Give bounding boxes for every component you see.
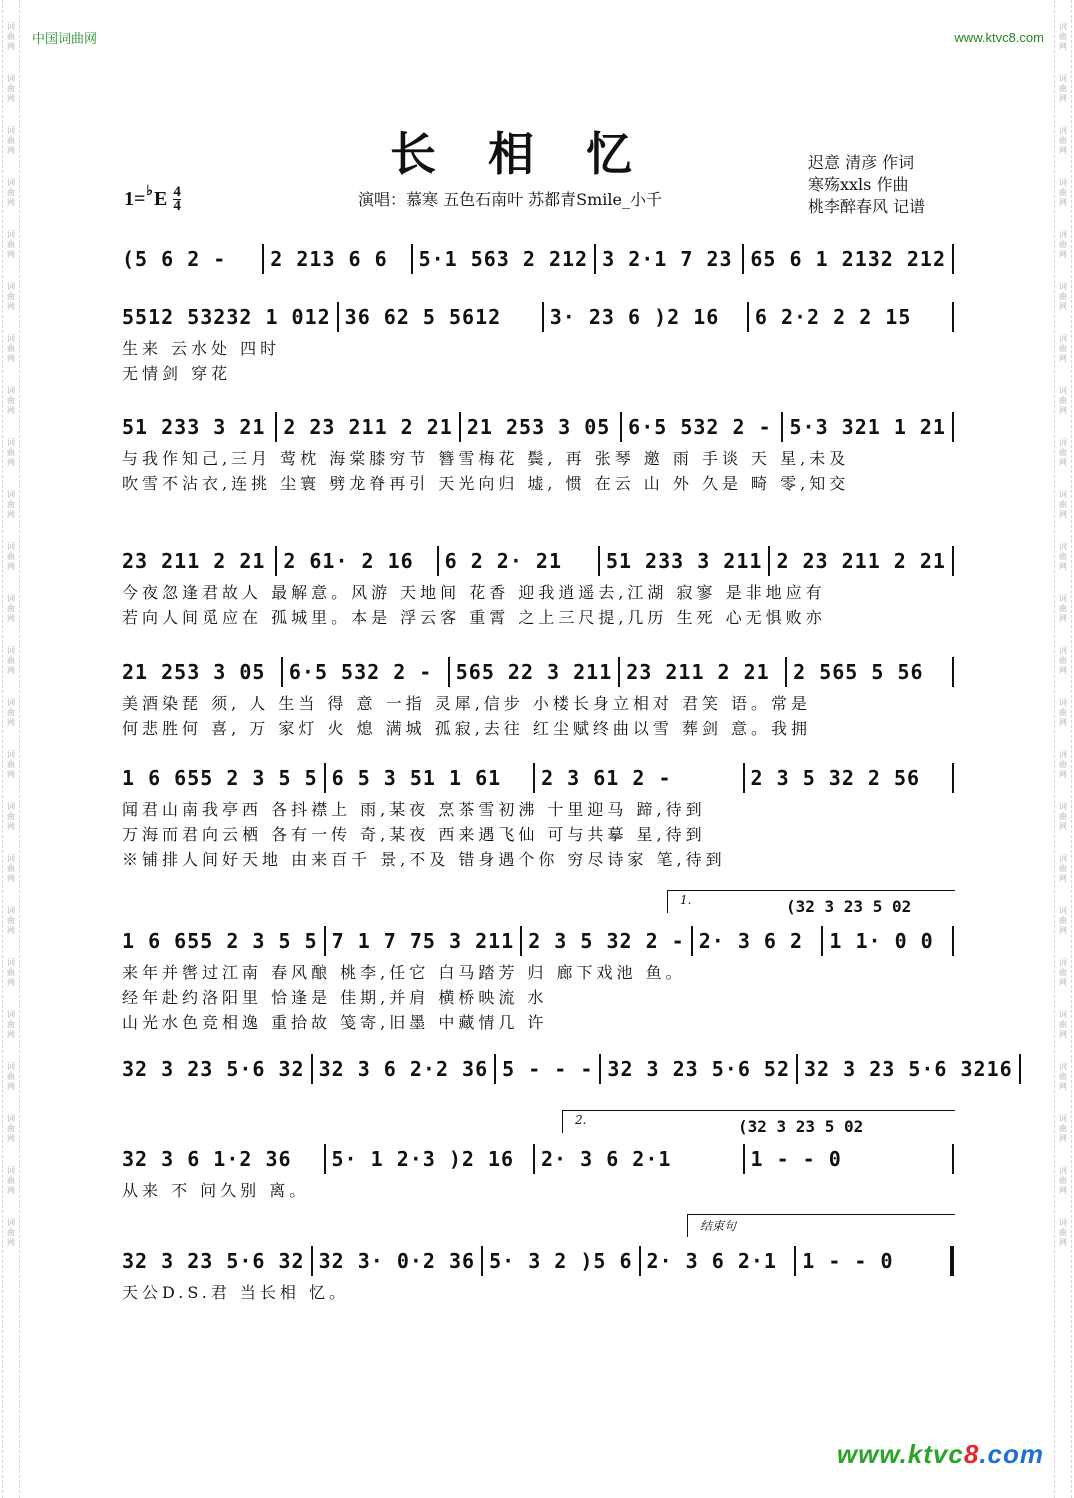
notation-row [122, 1054, 1013, 1084]
notation-row [122, 412, 954, 442]
measure: 6 5 3 51 1 61 [331, 766, 502, 790]
score-system [122, 546, 954, 638]
measure: 565 22 3 211 [455, 660, 613, 684]
barline [952, 657, 954, 687]
measure: 1 - - 0 [750, 1147, 842, 1171]
notation-row [122, 1246, 954, 1276]
measure: 7 1 7 75 3 211 [331, 929, 515, 953]
measure: 3 2·1 7 23 [602, 247, 733, 271]
measure: 2 3 5 32 2 - [528, 929, 685, 953]
edge-watermark: 词 曲 网 [7, 594, 15, 623]
lyric-line: 今夜忽逢君故人 最解意。风游 天地间 花香 迎我逍遥去,江湖 寂寥 是非地应有 [122, 583, 826, 602]
measure: 2 213 6 6 [270, 247, 388, 271]
lyric-line: ※铺排人间好天地 由来百千 景,不及 错身遇个你 穷尽诗家 笔,待到 [122, 850, 726, 869]
score-system [122, 763, 954, 880]
lyric-line: 万海而君向云栖 各有一传 奇,某夜 西来遇飞仙 可与共摹 星,待到 [122, 825, 706, 844]
edge-watermark: 词 曲 网 [1059, 1010, 1067, 1039]
score-system [122, 1113, 954, 1211]
notation-row [122, 1144, 954, 1174]
edge-watermark: 词 曲 网 [7, 698, 15, 727]
score-system [122, 412, 954, 504]
time-unit: 4 [173, 198, 181, 214]
time-signature [173, 186, 181, 213]
edge-watermark: 词 曲 网 [7, 126, 15, 155]
ending-label: 结束句 [700, 1219, 737, 1233]
edge-watermark: 词 曲 网 [1059, 490, 1067, 519]
volta-label: 1. [680, 893, 692, 907]
score-system [122, 893, 954, 1043]
notation-row [122, 546, 954, 576]
measure: 6·5 532 2 - [628, 415, 772, 439]
lyric-line: 无情剑 穿花 [122, 364, 232, 383]
edge-watermark: 词 曲 网 [7, 386, 15, 415]
lyricist-credit: 迟意 清彦 作词 [808, 153, 915, 172]
measure: 2 565 5 56 [793, 660, 924, 684]
edge-watermark: 词 曲 网 [1059, 386, 1067, 415]
measure: 2 23 211 2 21 [776, 549, 946, 573]
edge-watermark: 词 曲 网 [7, 22, 15, 51]
measure: 32 3 6 1·2 36 [122, 1147, 292, 1171]
edge-watermark: 词 曲 网 [7, 750, 15, 779]
barline [952, 926, 954, 956]
edge-watermark: 词 曲 网 [7, 906, 15, 935]
score-system [122, 657, 954, 749]
lyric-line: 闻君山南我亭西 各抖襟上 雨,某夜 烹茶雪初沸 十里迎马 蹄,待到 [122, 800, 706, 819]
barline [952, 412, 954, 442]
edge-watermark: 词 曲 网 [7, 438, 15, 467]
edge-watermark: 词 曲 网 [7, 646, 15, 675]
lyric-line: 天公D.S.君 当长相 忆。 [122, 1283, 349, 1302]
edge-watermark: 词 曲 网 [7, 802, 15, 831]
barline [952, 1144, 954, 1174]
edge-watermark: 词 曲 网 [7, 230, 15, 259]
measure: 3· 23 6 )2 16 [549, 305, 720, 329]
barline [952, 244, 954, 274]
edge-watermark: 词 曲 网 [1059, 802, 1067, 831]
lyric-line: 吹雪不沾衣,连挑 尘寰 劈龙脊再引 天光向归 墟, 惯 在云 山 外 久是 畸 零,知交 [122, 474, 850, 493]
edge-watermark: 词 曲 网 [1059, 854, 1067, 883]
lyric-line: 若向人间觅应在 孤城里。本是 浮云客 重霄 之上三尺提,几历 生死 心无惧败亦 [122, 608, 826, 627]
ending-bracket [687, 1214, 955, 1237]
edge-watermark: 词 曲 网 [1059, 282, 1067, 311]
edge-watermark: 词 曲 网 [7, 178, 15, 207]
credits [808, 152, 925, 218]
measure: 5· 1 2·3 )2 16 [331, 1147, 515, 1171]
measure: 2 23 211 2 21 [283, 415, 453, 439]
edge-watermark: 词 曲 网 [1059, 646, 1067, 675]
left-watermark-strip [2, 0, 20, 1498]
edge-watermark: 词 曲 网 [1059, 906, 1067, 935]
logo-part-1: www.ktvc [836, 1439, 964, 1469]
score-system [122, 1219, 954, 1313]
lyric-line: 经年赴约洛阳里 恰逢是 佳期,并肩 横桥映流 水 [122, 988, 548, 1007]
volta-bracket [667, 890, 955, 916]
edge-watermark: 词 曲 网 [1059, 1218, 1067, 1247]
volta-notes: (32 3 23 5 02 [738, 1117, 864, 1136]
measure: 2 3 5 32 2 56 [750, 766, 921, 790]
edge-watermark: 词 曲 网 [7, 958, 15, 987]
measure: 6 2 2· 21 [444, 549, 562, 573]
lyric-line: 生来 云水处 四时 [122, 339, 281, 358]
measure: 32 3 23 5·6 32 [122, 1249, 305, 1273]
measure: 51 233 3 21 [122, 415, 266, 439]
edge-watermark: 词 曲 网 [1059, 542, 1067, 571]
measure: 65 6 1 2132 212 [750, 247, 947, 271]
edge-watermark: 词 曲 网 [7, 1010, 15, 1039]
measure: 5· 3 2 )5 6 [489, 1249, 633, 1273]
measure: 32 3 23 5·6 32 [122, 1057, 305, 1081]
barline [950, 1246, 954, 1276]
measure: 6·5 532 2 - [288, 660, 433, 684]
measure: 1 6 655 2 3 5 5 [122, 766, 318, 790]
edge-watermark: 词 曲 网 [1059, 22, 1067, 51]
singers: 演唱：慕寒 五色石南叶 苏都青Smile_小千 [358, 190, 663, 209]
measure: 23 211 2 21 [626, 660, 770, 684]
lyric-line: 与我作知己,三月 莺枕 海棠膝穷节 簪雪梅花 鬓, 再 张琴 邀 雨 手谈 天 星,未及 [122, 449, 850, 468]
measure: 1 - - 0 [802, 1249, 894, 1273]
measure: 2· 3 6 2·1 [646, 1249, 777, 1273]
volta-notes: (32 3 23 5 02 [786, 897, 912, 916]
measure: (5 6 2 - [122, 247, 227, 271]
site-url[interactable]: www.ktvc8.com [954, 30, 1044, 45]
key-signature [124, 186, 181, 213]
measure: 32 3· 0·2 36 [318, 1249, 476, 1273]
edge-watermark: 词 曲 网 [1059, 230, 1067, 259]
edge-watermark: 词 曲 网 [7, 1062, 15, 1091]
key-label: 1= [124, 188, 146, 210]
barline [1019, 1054, 1021, 1084]
measure: 2· 3 6 2·1 [541, 1147, 672, 1171]
measure: 6 2·2 2 2 15 [754, 305, 912, 329]
notation-row [122, 302, 954, 332]
composer-credit: 寒殇xxls 作曲 [808, 175, 909, 194]
song-title: 长相忆 [390, 127, 684, 181]
flat-symbol: ♭ [146, 184, 154, 199]
logo-part-2: 8 [963, 1439, 980, 1469]
edge-watermark: 词 曲 网 [1059, 698, 1067, 727]
edge-watermark: 词 曲 网 [1059, 594, 1067, 623]
edge-watermark: 词 曲 网 [7, 1114, 15, 1143]
edge-watermark: 词 曲 网 [1059, 74, 1067, 103]
transcriber-credit: 桃李醉春风 记谱 [808, 197, 926, 216]
edge-watermark: 词 曲 网 [7, 334, 15, 363]
measure: 5 - - - [502, 1057, 594, 1081]
measure: 32 3 23 5·6 3216 [804, 1057, 1013, 1081]
edge-watermark: 词 曲 网 [7, 1218, 15, 1247]
edge-watermark: 词 曲 网 [7, 854, 15, 883]
edge-watermark: 词 曲 网 [1059, 438, 1067, 467]
lyric-line: 从来 不 问久别 离。 [122, 1181, 310, 1200]
notation-row [122, 763, 954, 793]
measure: 21 253 3 05 [122, 660, 266, 684]
edge-watermark: 词 曲 网 [1059, 1114, 1067, 1143]
lyric-line: 美酒染琵 须, 人 生当 得 意 一指 灵犀,信步 小楼长身立相对 君笑 语。常是 [122, 694, 812, 713]
notation-row [122, 926, 954, 956]
edge-watermark: 词 曲 网 [7, 74, 15, 103]
edge-watermark: 词 曲 网 [7, 542, 15, 571]
measure: 32 3 6 2·2 36 [318, 1057, 489, 1081]
score-system [122, 302, 954, 394]
measure: 21 253 3 05 [466, 415, 611, 439]
right-watermark-strip [1054, 0, 1072, 1498]
time-beats: 4 [173, 184, 181, 200]
edge-watermark: 词 曲 网 [1059, 958, 1067, 987]
score-system [122, 244, 954, 286]
edge-watermark: 词 曲 网 [7, 1166, 15, 1195]
score-system [122, 1054, 1013, 1096]
edge-watermark: 词 曲 网 [1059, 750, 1067, 779]
edge-watermark: 词 曲 网 [1059, 1062, 1067, 1091]
measure: 2 61· 2 16 [283, 549, 414, 573]
edge-watermark: 词 曲 网 [1059, 334, 1067, 363]
barline [952, 763, 954, 793]
key-note: E [154, 188, 168, 210]
edge-watermark: 词 曲 网 [7, 282, 15, 311]
barline [952, 546, 954, 576]
notation-row [122, 657, 954, 687]
measure: 1 1· 0 0 [829, 929, 934, 953]
measure: 23 211 2 21 [122, 549, 266, 573]
measure: 51 233 3 211 [605, 549, 763, 573]
site-name[interactable]: 中国词曲网 [32, 32, 98, 47]
measure: 36 62 5 5612 [344, 305, 502, 329]
volta-label: 2. [575, 1113, 587, 1127]
logo-part-3: .com [979, 1439, 1044, 1469]
measure: 5512 53232 1 012 [122, 305, 331, 329]
barline [952, 302, 954, 332]
measure: 5·3 321 1 21 [789, 415, 946, 439]
lyric-line: 来年并辔过江南 春风酿 桃李,任它 白马踏芳 归 廊下戏池 鱼。 [122, 963, 686, 982]
measure: 32 3 23 5·6 52 [607, 1057, 790, 1081]
bottom-logo[interactable] [837, 1439, 1044, 1470]
edge-watermark: 词 曲 网 [1059, 126, 1067, 155]
lyric-line: 山光水色竞相逸 重拾故 笺寄,旧墨 中藏情几 许 [122, 1013, 548, 1032]
edge-watermark: 词 曲 网 [1059, 1166, 1067, 1195]
edge-watermark: 词 曲 网 [1059, 178, 1067, 207]
volta-bracket [562, 1110, 955, 1136]
measure: 1 6 655 2 3 5 5 [122, 929, 318, 953]
edge-watermark: 词 曲 网 [7, 490, 15, 519]
notation-row [122, 244, 954, 274]
measure: 2· 3 6 2 [698, 929, 804, 953]
measure: 2 3 61 2 - [541, 766, 672, 790]
measure: 5·1 563 2 212 [418, 247, 589, 271]
lyric-line: 何悲胜何 喜, 万 家灯 火 熄 满城 孤寂,去往 红尘赋终曲以雪 葬剑 意。我拥 [122, 719, 812, 738]
